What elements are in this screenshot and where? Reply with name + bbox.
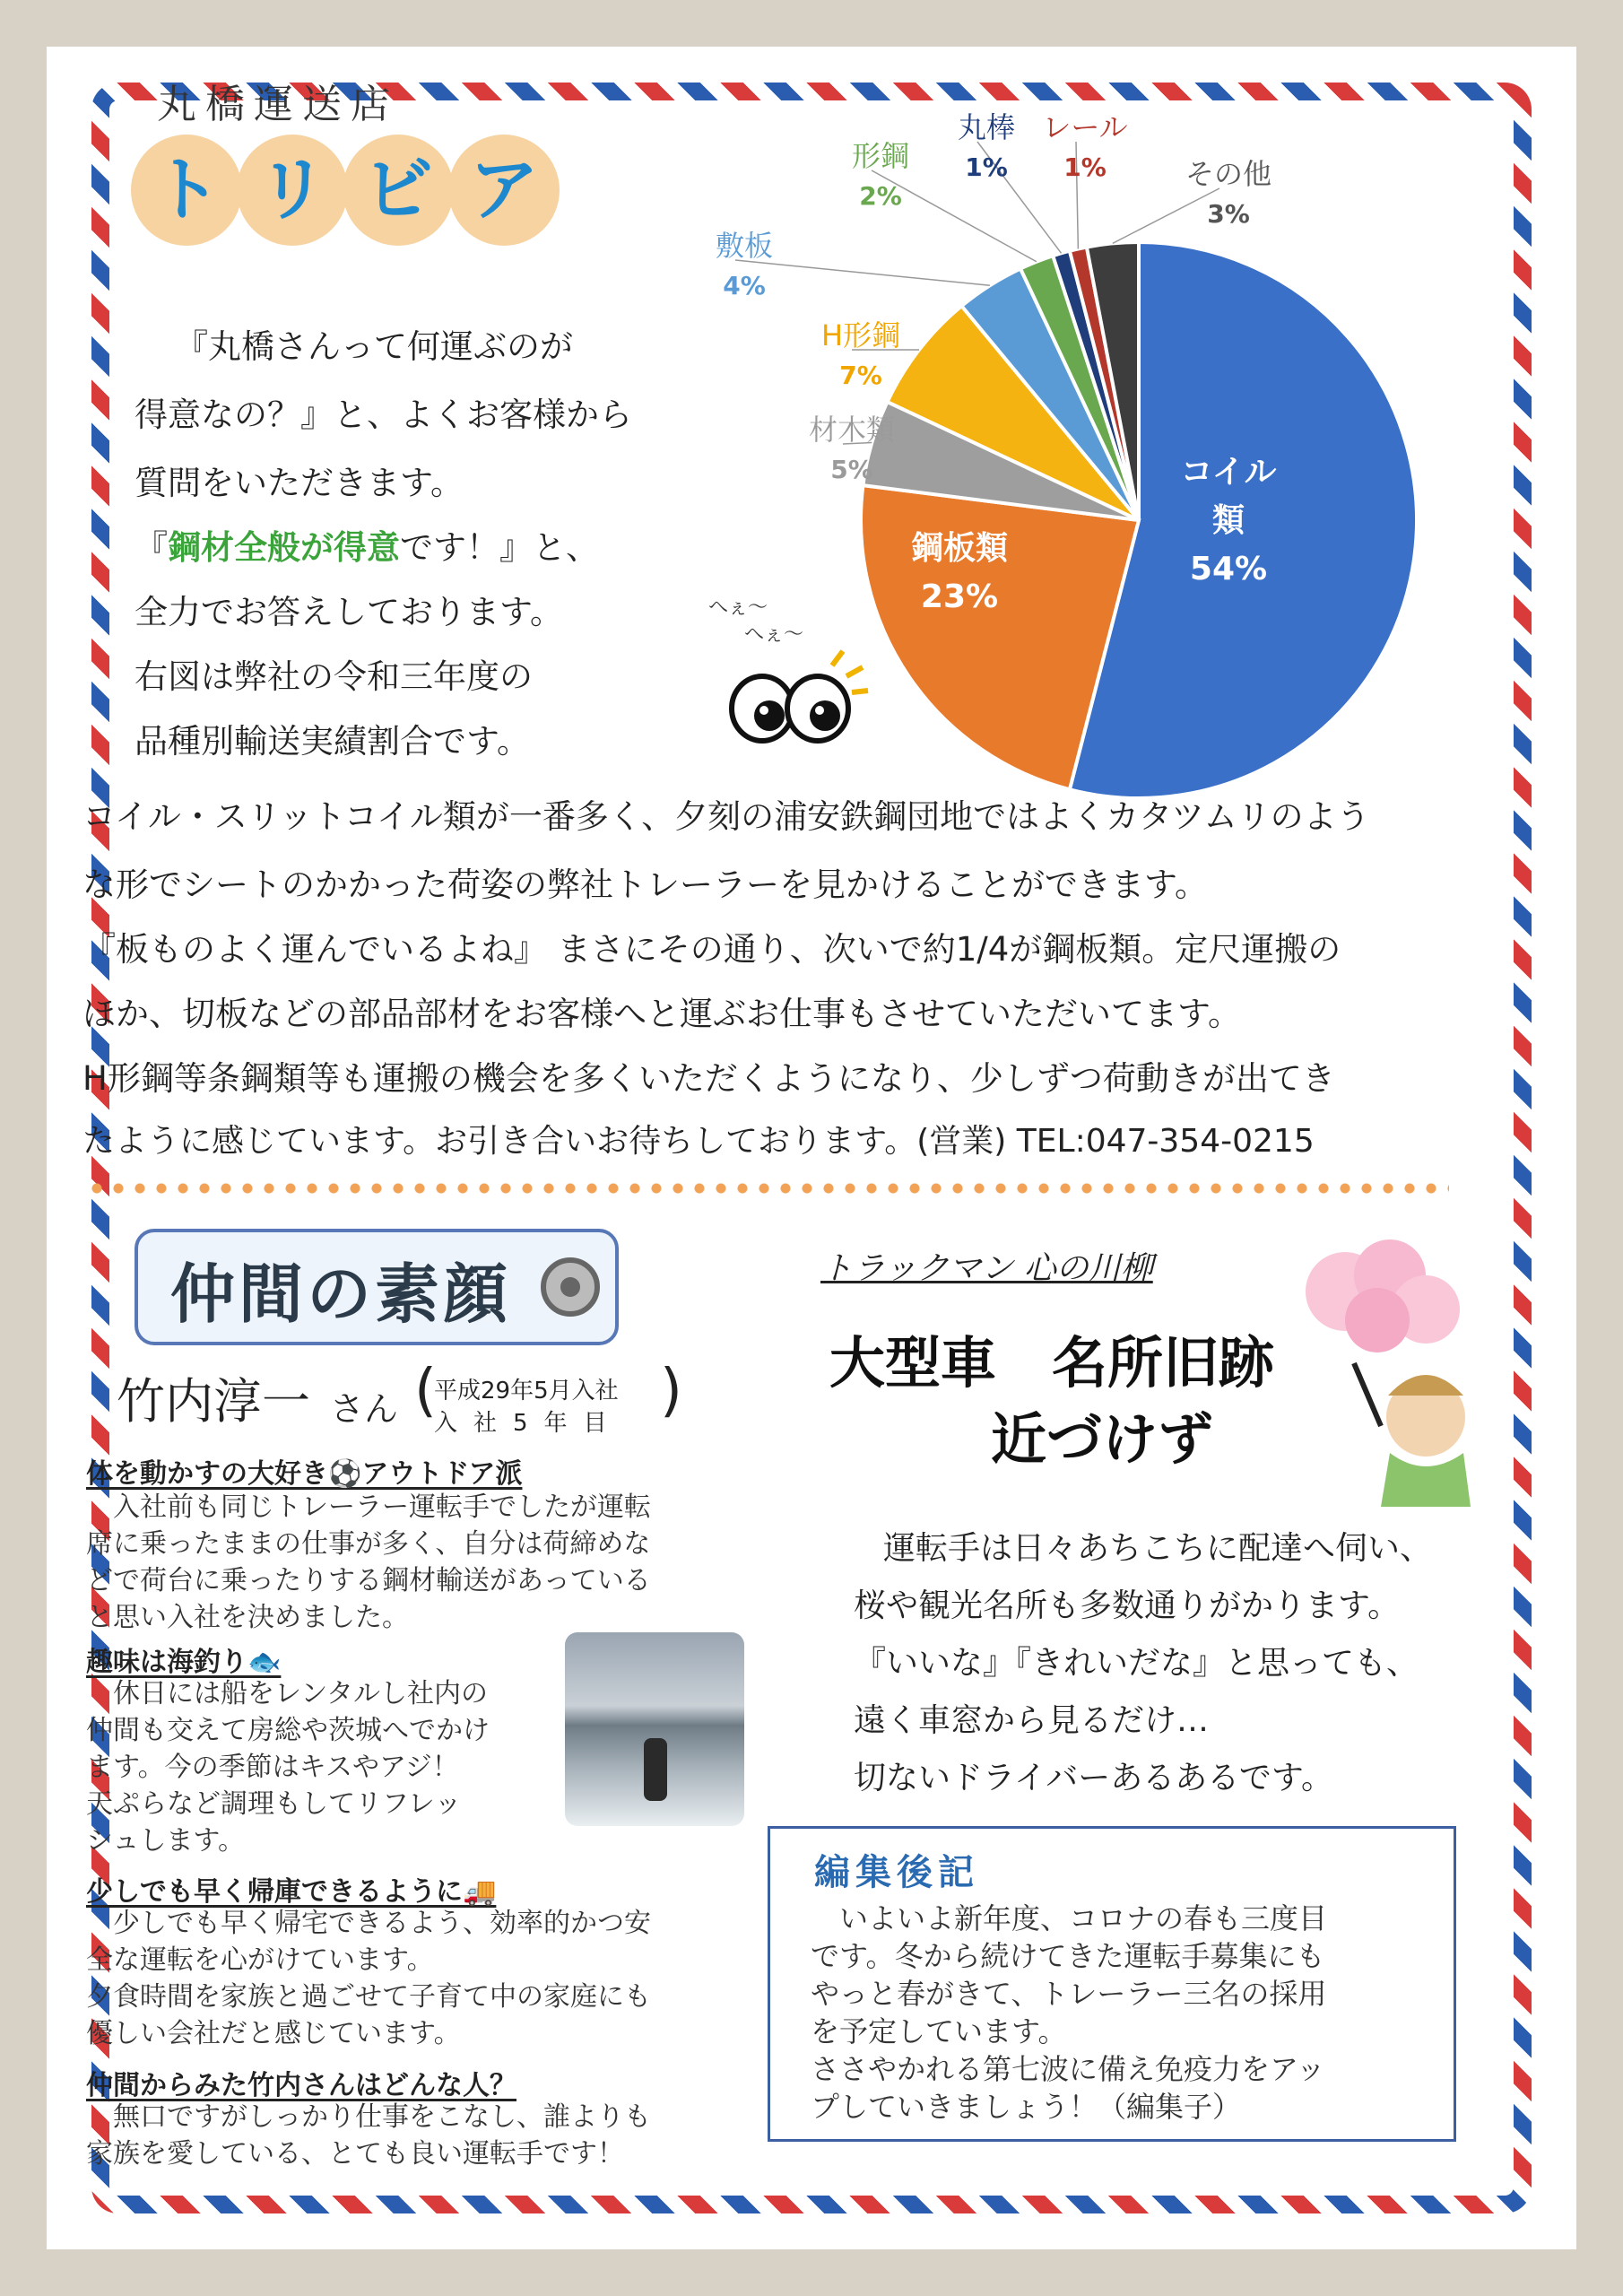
editor-line-2: です。冬から続けてきた運転手募集にも — [811, 1939, 1325, 1973]
para-1-line-1: 入社前も同じトレーラー運転手でしたが運転 — [86, 1492, 651, 1523]
pie-label-value-8: 1% — [1063, 152, 1107, 182]
para-3-line-1: 少しでも早く帰宅できるよう、効率的かつ安 — [86, 1908, 651, 1939]
pie-label-4 — [798, 314, 924, 395]
trivia-letter-1: ト — [131, 135, 242, 246]
heading-colleagues: 仲間からみた竹内さんはどんな人？ — [86, 2070, 516, 2101]
pie-label-1 — [1166, 448, 1291, 594]
para-1-line-4: と思い入社を決めました。 — [86, 1602, 409, 1633]
editor-line-5: ささやかれる第七波に備え免疫力をアッ — [811, 2052, 1325, 2086]
pie-label-9 — [1166, 152, 1291, 233]
mascot-speech-2: へぇ～ — [744, 623, 804, 646]
editor-line-3: やっと春がきて、トレーラー三名の採用 — [811, 1977, 1327, 2011]
intro-line-2: 得意なの？』と、よくお客様から — [135, 396, 632, 434]
intro-line-6: 右図は弊社の令和三年度の — [135, 657, 533, 696]
person-honorific: さん — [330, 1389, 399, 1429]
intro-line-4: 『鋼材全般が得意です！』と、 — [135, 528, 599, 567]
para-2-line-4: 天ぷらなど調理もしてリフレッ — [86, 1788, 462, 1820]
pie-label-value-3: 5% — [830, 455, 873, 484]
para-1-line-2: 席に乗ったままの仕事が多く、自分は荷締めな — [86, 1528, 651, 1560]
paren-close: ) — [660, 1358, 682, 1424]
senryu-text-3: 『いいな』『きれいだな』と思っても、 — [854, 1645, 1419, 1682]
pie-label-value-2: 23% — [920, 578, 999, 615]
para-2-line-3: ます。今の季節はキスやアジ！ — [86, 1752, 459, 1783]
pie-label-name-3: 材木類 — [808, 413, 895, 447]
intro-line-1: 『丸橋さんって何運ぶのが — [175, 327, 573, 366]
senryu-text-5: 切ないドライバーあるあるです。 — [854, 1760, 1333, 1796]
pie-label-name-2: 鋼板類 — [910, 530, 1008, 567]
pie-label-name-9: その他 — [1185, 157, 1271, 191]
intro-line-3: 質問をいただきます。 — [135, 464, 464, 502]
paren-open: ( — [414, 1358, 437, 1424]
pie-label-name-8: レール — [1042, 110, 1128, 144]
nakama-title: 仲間の素顔 — [170, 1257, 512, 1332]
body-line-5: H形鋼等条鋼類等も運搬の機会を多くいただくようになり、少しずつ荷動きが出てき — [82, 1059, 1335, 1098]
trivia-letter-3: ビ — [343, 135, 454, 246]
pie-label-value-1: 54% — [1189, 551, 1268, 587]
body-line-3: 『板ものよく運んでいるよね』 まさにその通り、次いで約1/4が鋼板類。定尺運搬の — [82, 930, 1341, 969]
para-2-line-2: 仲間も交えて房総や茨城へでかけ — [86, 1715, 490, 1746]
para-4-line-2: 家族を愛している、とても良い運転手です！ — [86, 2138, 624, 2170]
intro-line-5: 全力でお答えしております。 — [135, 593, 564, 631]
pie-label-name-7: 丸棒 — [957, 110, 1015, 144]
pie-label-name-1: コイル類 — [1180, 454, 1277, 539]
para-2-line-5: シュします。 — [86, 1825, 245, 1857]
para-2-line-1: 休日には船をレンタルし社内の — [86, 1678, 489, 1709]
editor-note-title: 編集後記 — [814, 1852, 979, 1893]
senryu-text-2: 桜や観光名所も多数通りがかります。 — [854, 1587, 1401, 1624]
heading-outdoor: 体を動かすの大好き⚽アウトドア派 — [86, 1458, 523, 1490]
pie-chart — [0, 0, 1623, 807]
para-3-line-2: 全な運転を心がけています。 — [86, 1944, 434, 1976]
pie-label-value-9: 3% — [1207, 199, 1250, 229]
para-4-line-1: 無口ですがしっかり仕事をこなし、誰よりも — [86, 2101, 651, 2133]
pie-label-3 — [789, 408, 915, 489]
senryu-label: トラックマン 心の川柳 — [820, 1250, 1153, 1287]
intro-line-7: 品種別輸送実績割合です。 — [135, 722, 531, 761]
join-years: 入社5年目 — [434, 1410, 623, 1437]
pie-label-value-6: 2% — [859, 181, 902, 211]
body-line-2: な形でシートのかかった荷姿の弊社トレーラーを見かけることができます。 — [82, 865, 1209, 904]
shop-name: 丸橋運送店 — [157, 82, 399, 127]
pie-label-value-5: 4% — [723, 271, 766, 300]
trivia-letter-4: ア — [448, 135, 560, 246]
editor-line-4: を予定しています。 — [811, 2014, 1067, 2048]
senryu-line-1: 大型車 名所旧跡 — [829, 1330, 1275, 1396]
cherry-blossom-poet-icon — [1291, 1238, 1488, 1507]
senryu-text-4: 遠く車窓から見るだけ… — [854, 1702, 1210, 1739]
pie-label-value-4: 7% — [839, 361, 882, 390]
senryu-line-2: 近づけず — [991, 1406, 1214, 1472]
pie-label-2 — [897, 525, 1022, 622]
person-name: 竹内淳一 — [117, 1373, 310, 1430]
para-3-line-4: 優しい会社だと感じています。 — [86, 2018, 461, 2049]
pie-label-name-6: 形鋼 — [851, 139, 909, 173]
pie-label-5 — [681, 224, 807, 305]
senryu-text-1: 運転手は日々あちこちに配達へ伺い、 — [883, 1530, 1433, 1567]
pie-label-name-5: 敷板 — [715, 229, 773, 263]
heading-return: 少しでも早く帰庫できるように🚚 — [86, 1876, 497, 1908]
pie-label-8 — [1022, 106, 1148, 187]
body-line-1: コイル・スリットコイル類が一番多く、夕刻の浦安鉄鋼団地ではよくカタツムリのよう — [82, 797, 1370, 836]
fishing-photo — [565, 1632, 744, 1826]
editor-line-1: いよいよ新年度、コロナの春も三度目 — [811, 1901, 1328, 1935]
body-line-6: たように感じています。お引き合いお待ちしております。(営業) TEL:047-354-0215 — [82, 1123, 1315, 1160]
body-line-4: ほか、切板などの部品部材をお客様へと運ぶお仕事もさせていただいてます。 — [82, 995, 1242, 1033]
dotted-divider — [86, 1182, 1449, 1195]
heading-fishing: 趣味は海釣り🐟 — [86, 1647, 282, 1678]
pie-label-value-7: 1% — [965, 152, 1008, 182]
trivia-letter-2: リ — [237, 135, 348, 246]
editor-line-6: プしていきましょう！（編集子） — [811, 2090, 1242, 2124]
steering-wheel-icon — [541, 1257, 600, 1317]
highlight-steel: 鋼材全般が得意 — [168, 528, 400, 567]
para-1-line-3: どで荷台に乗ったりする鋼材輸送があっている — [86, 1565, 651, 1596]
mascot-speech-1: へぇ～ — [708, 596, 768, 619]
para-3-line-3: 夕食時間を家族と過ごせて子育て中の家庭にも — [86, 1981, 651, 2013]
join-date: 平成29年5月入社 — [434, 1378, 619, 1405]
pie-label-name-4: H形鋼 — [820, 318, 901, 352]
